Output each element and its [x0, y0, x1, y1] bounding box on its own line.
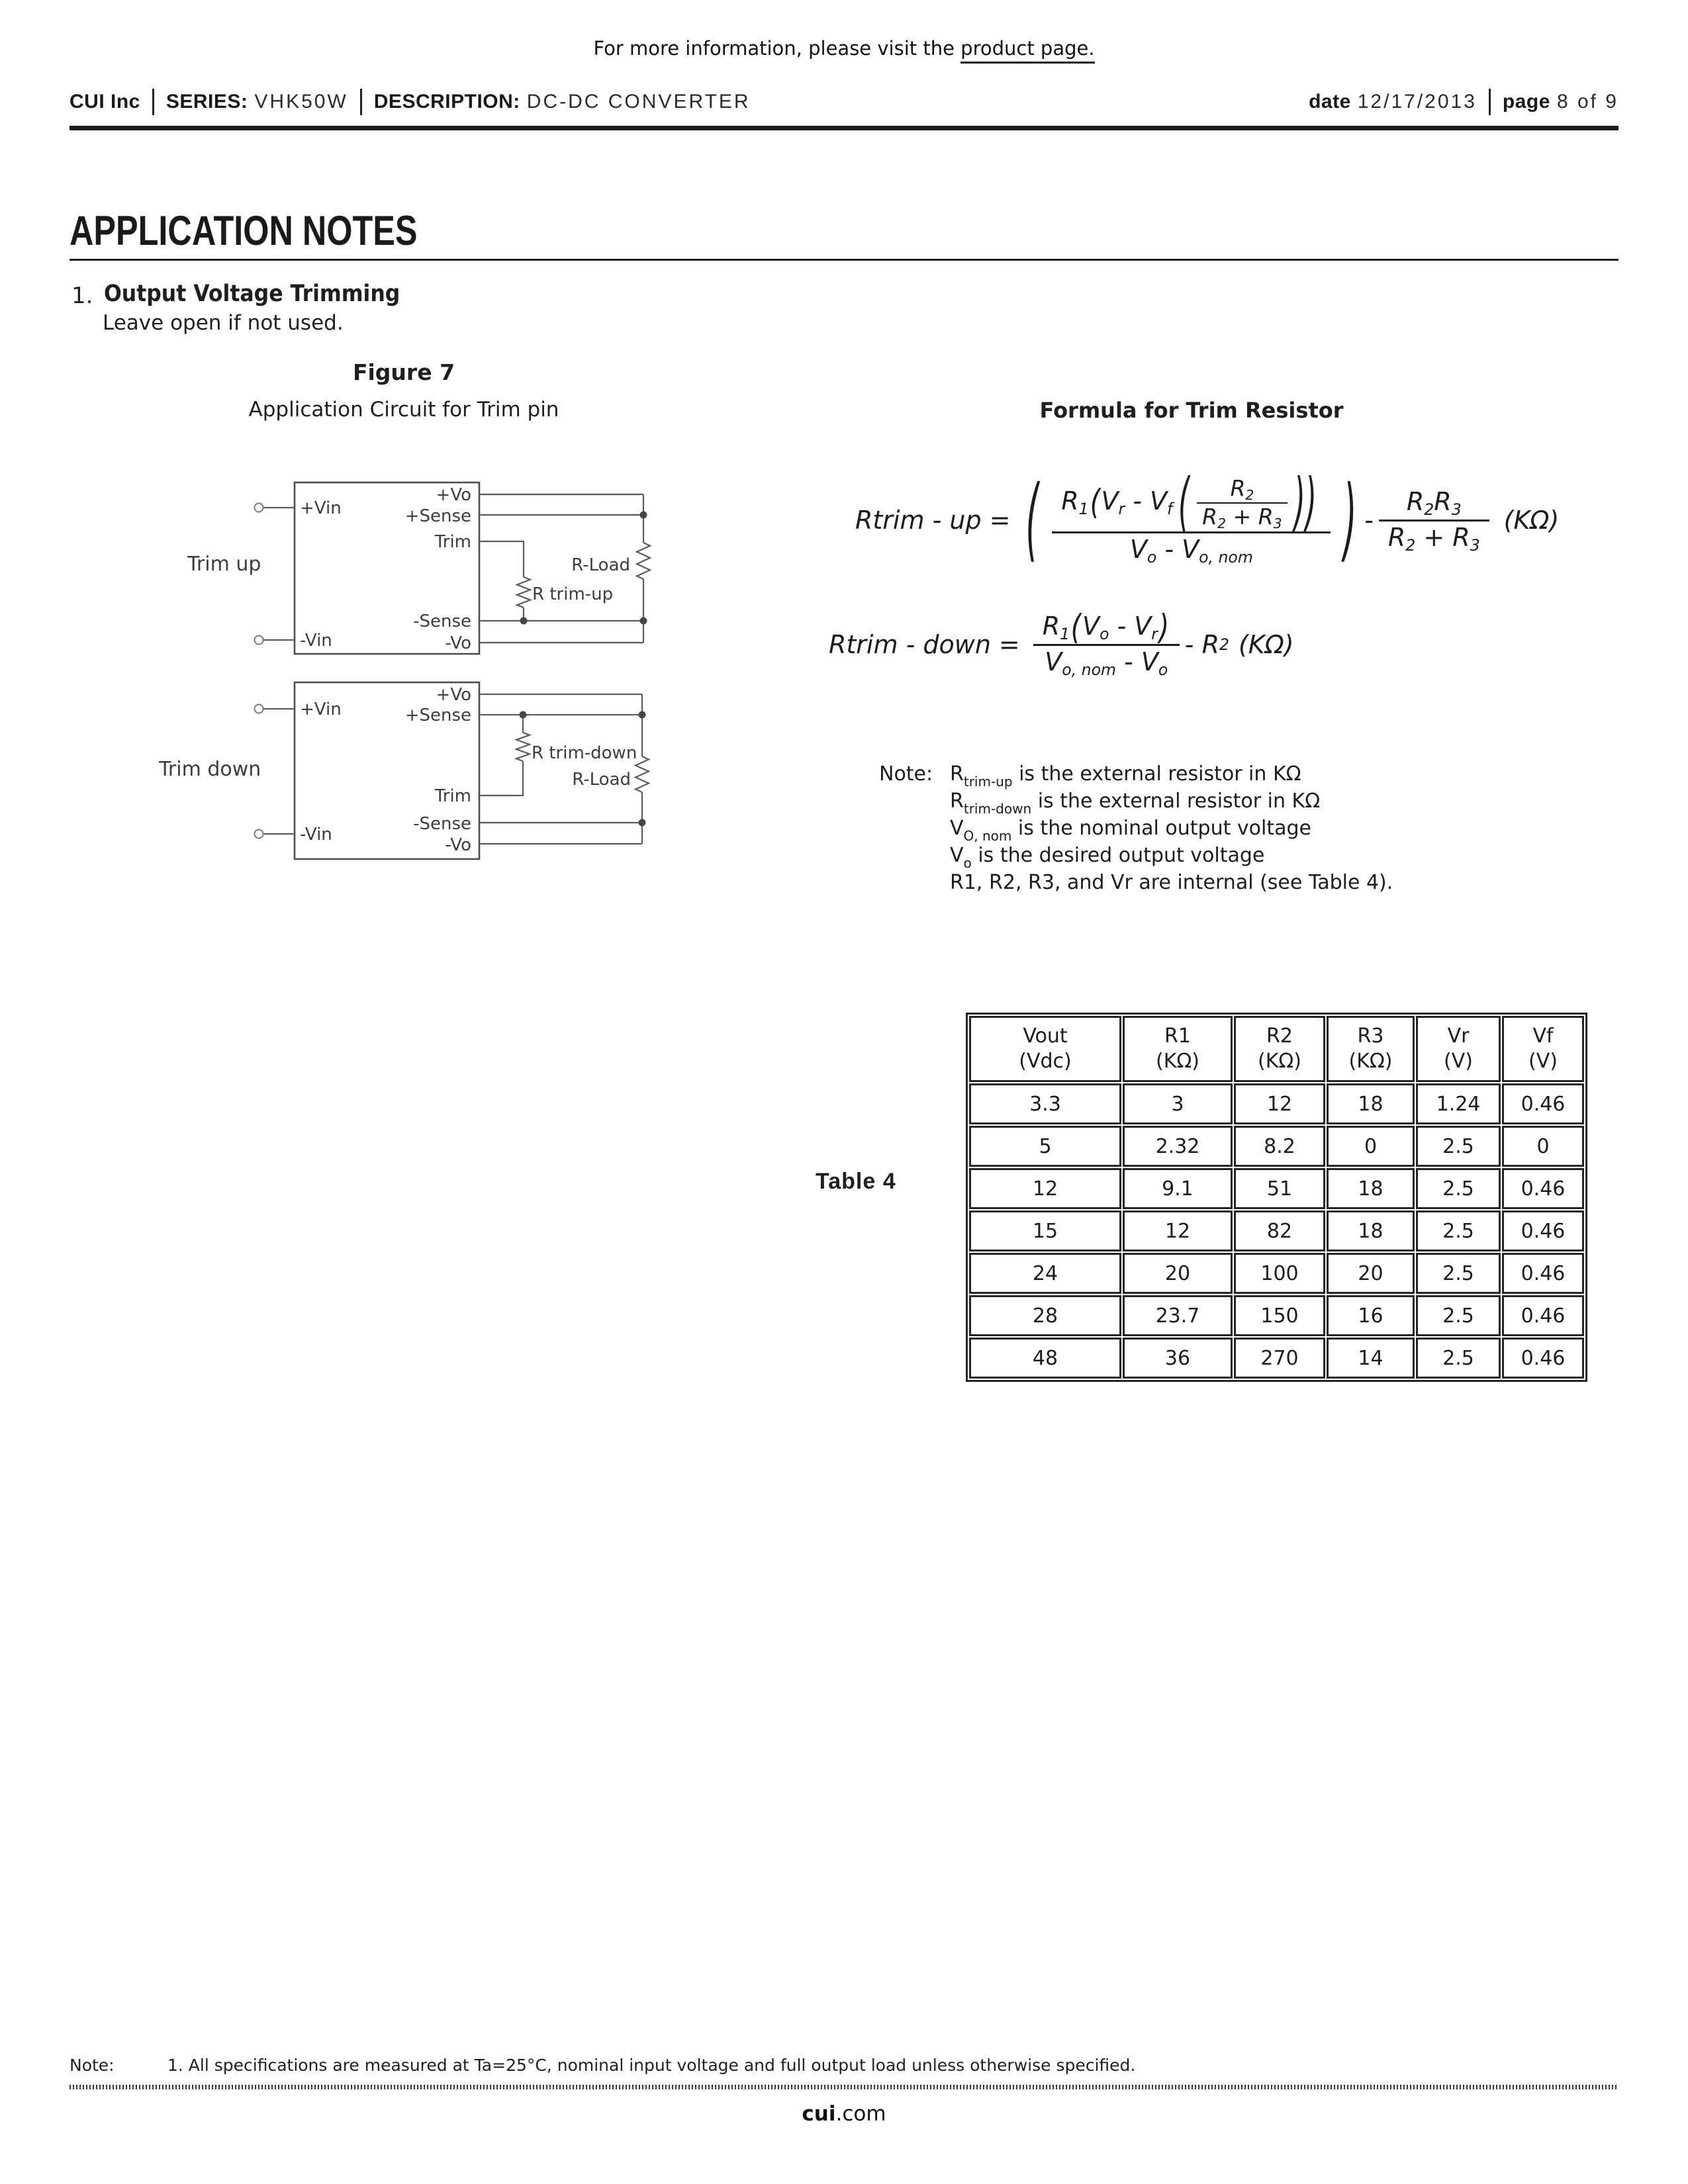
table-row	[969, 1295, 1584, 1336]
table-header-row	[969, 1016, 1584, 1082]
note-line: $V_{O, nom}$ is the nominal output voltage	[950, 817, 1311, 844]
table-cell: 2.5	[1416, 1168, 1501, 1209]
input-terminal	[255, 636, 263, 645]
page-value: 8 of 9	[1556, 91, 1618, 113]
junction-dot	[639, 819, 646, 827]
input-terminal	[255, 705, 263, 713]
table-cell: 0.46	[1502, 1295, 1584, 1336]
correction-fraction: $\frac{R_2R_3}{R_2 + R_3}$	[1379, 486, 1489, 555]
table-cell: 100	[1234, 1253, 1325, 1294]
figure-caption: Application Circuit for Trim pin	[248, 398, 559, 422]
table-cell: 14	[1327, 1338, 1415, 1379]
pin-pvo: +Vo	[436, 685, 471, 705]
table4-label: Table 4	[816, 1169, 896, 1194]
table-row	[969, 1126, 1584, 1167]
table-cell: 23.7	[1123, 1295, 1233, 1336]
header-right	[1309, 89, 1618, 115]
pin-psense: +Sense	[404, 506, 471, 526]
junction-dot	[520, 711, 527, 719]
table-cell: 0	[1502, 1126, 1584, 1167]
table-cell: 270	[1234, 1338, 1325, 1379]
pin-nsense: -Sense	[413, 814, 471, 834]
note-line: $V_o$ is the desired output voltage	[950, 844, 1265, 871]
table-cell: 9.1	[1123, 1168, 1233, 1209]
table-row	[969, 1168, 1584, 1209]
table-row	[969, 1338, 1584, 1379]
table-row	[969, 1083, 1584, 1124]
table-cell: 18	[1327, 1210, 1415, 1251]
table-cell: 82	[1234, 1210, 1325, 1251]
pin-pvin: +Vin	[300, 498, 342, 518]
top-note	[0, 37, 1688, 60]
site-name-rest: .com	[835, 2102, 886, 2126]
table-cell: 2.5	[1416, 1126, 1501, 1167]
pin-nvin: -Vin	[300, 825, 332, 844]
header-separator	[360, 89, 362, 115]
top-note-text: For more information, please visit the	[593, 37, 961, 60]
input-terminal	[255, 504, 263, 512]
description-label: DESCRIPTION:	[373, 91, 520, 113]
table-cell: 24	[969, 1253, 1121, 1294]
note-line: R1, R2, R3, and Vr are internal (see Table 4).	[950, 871, 1393, 894]
table4-header	[969, 1016, 1584, 1082]
footer-dotted-rule	[70, 2085, 1618, 2089]
note-lines	[950, 762, 1393, 898]
col-header: Vout (Vdc)	[969, 1016, 1121, 1082]
inner-fraction: $\frac{R_2}{R_2 + R_3}$	[1197, 475, 1288, 530]
series-value: VHK50W	[254, 91, 348, 113]
main-fraction: $R_1(V_r - V_f$ ( $\frac{R_2}{R_2 + R_3}$ )) $V_o - V_{o, nom}$	[1052, 474, 1331, 567]
series-label: SERIES:	[165, 91, 248, 113]
table-cell: 36	[1123, 1338, 1233, 1379]
table-cell: 8.2	[1234, 1126, 1325, 1167]
note-line: $R_{trim-down}$ is the external resistor in KΩ	[950, 790, 1321, 817]
header-rule	[70, 126, 1618, 130]
header-separator	[1489, 89, 1491, 115]
table-cell: 0.46	[1502, 1338, 1584, 1379]
trim-circuit-diagram	[146, 457, 695, 887]
main-fraction: $\frac{R_1(V_o - V_r)}{V_{o, nom} - V_o}$	[1033, 610, 1180, 680]
product-page-link[interactable]: product page.	[961, 37, 1094, 64]
r-load-label: R-Load	[572, 770, 631, 790]
table-cell: 20	[1327, 1253, 1415, 1294]
pin-nvo: -Vo	[445, 633, 471, 653]
pin-nvin: -Vin	[300, 631, 332, 651]
junction-dot	[640, 512, 647, 519]
site-name-bold: cui	[802, 2102, 836, 2126]
table-cell: 12	[1234, 1083, 1325, 1124]
table-cell: 1.24	[1416, 1083, 1501, 1124]
junction-dot	[520, 617, 528, 625]
table-cell: 15	[969, 1210, 1121, 1251]
pin-pvin: +Vin	[300, 700, 342, 719]
header-separator	[152, 89, 154, 115]
table4-body	[969, 1083, 1584, 1379]
page-label: page	[1502, 91, 1550, 113]
table-cell: 16	[1327, 1295, 1415, 1336]
table-cell: 0.46	[1502, 1168, 1584, 1209]
trim-up-circuit	[187, 482, 650, 654]
header-bar	[70, 85, 1618, 119]
table-row	[969, 1210, 1584, 1251]
input-terminal	[255, 830, 263, 839]
pin-nsense: -Sense	[413, 612, 471, 631]
table-cell: 150	[1234, 1295, 1325, 1336]
formula-lhs: Rtrim - up	[855, 505, 982, 535]
table-cell: 2.32	[1123, 1126, 1233, 1167]
table-cell: 18	[1327, 1168, 1415, 1209]
table-cell: 2.5	[1416, 1253, 1501, 1294]
note-label: Note:	[879, 762, 933, 786]
formula-trim-down: Rtrim - down = $\frac{R_1(V_o - V_r)}{V_{o, nom} - V_o}$ - R 2 (KΩ)	[829, 607, 1294, 680]
table-row	[969, 1253, 1584, 1294]
table-cell: 2.5	[1416, 1210, 1501, 1251]
footer-note-label: Note:	[70, 2056, 115, 2075]
title-rule	[70, 259, 1618, 261]
r-trim-up-label: R trim-up	[532, 584, 614, 604]
table-cell: 12	[1123, 1210, 1233, 1251]
formula-trim-up: Rtrim - up = ( $R_1(V_r - V_f$ ( $\frac{R_2}{R_2 + R_3}$ )) $V_o - V_{o, nom}$ ) - $\frac{R_2R_3}{R_2 + R_3}$ (KΩ)	[855, 465, 1560, 571]
junction-dot	[640, 617, 647, 625]
formula-title: Formula for Trim Resistor	[1039, 398, 1344, 423]
pin-pvo: +Vo	[436, 485, 471, 505]
trim-down-label: Trim down	[159, 758, 261, 781]
table-cell: 18	[1327, 1083, 1415, 1124]
brand: CUI Inc	[70, 91, 140, 113]
junction-dot	[639, 711, 646, 719]
figure-title: Figure 7	[352, 359, 455, 385]
table-cell: 2.5	[1416, 1295, 1501, 1336]
table-cell: 0.46	[1502, 1253, 1584, 1294]
header-left	[70, 89, 751, 115]
table-cell: 20	[1123, 1253, 1233, 1294]
table4	[966, 1013, 1587, 1382]
col-header: R2 (KΩ)	[1234, 1016, 1325, 1082]
table-cell: 3.3	[969, 1083, 1121, 1124]
r-trim-down-label: R trim-down	[532, 743, 637, 763]
pin-psense: +Sense	[404, 705, 471, 725]
table-cell: 2.5	[1416, 1338, 1501, 1379]
note-block	[879, 762, 1393, 898]
table-cell: 3	[1123, 1083, 1233, 1124]
footer-note-text: 1. All specifications are measured at Ta=25°C, nominal input voltage and full output load unless otherwise specified.	[167, 2056, 1136, 2075]
col-header: Vf (V)	[1502, 1016, 1584, 1082]
description-value: DC-DC CONVERTER	[526, 91, 751, 113]
formula-lhs: Rtrim - down	[829, 629, 991, 659]
note-line: $R_{trim-up}$ is the external resistor in KΩ	[950, 762, 1301, 790]
trim-up-label: Trim up	[187, 553, 261, 576]
col-header: R3 (KΩ)	[1327, 1016, 1415, 1082]
table-cell: 28	[969, 1295, 1121, 1336]
table-cell: 12	[969, 1168, 1121, 1209]
r-load-label: R-Load	[571, 555, 630, 575]
pin-trim: Trim	[434, 786, 471, 806]
table-cell: 51	[1234, 1168, 1325, 1209]
col-header: Vr (V)	[1416, 1016, 1501, 1082]
pin-nvo: -Vo	[445, 835, 471, 855]
formula-unit: (KΩ)	[1238, 629, 1294, 659]
item-number: 1.	[71, 283, 93, 309]
page-title: APPLICATION NOTES	[70, 208, 418, 254]
trim-down-circuit	[158, 682, 649, 859]
site-footer	[0, 2102, 1688, 2126]
table-cell: 0	[1327, 1126, 1415, 1167]
item-title: Output Voltage Trimming	[104, 281, 400, 307]
table-cell: 0.46	[1502, 1083, 1584, 1124]
item-subtitle: Leave open if not used.	[103, 311, 344, 335]
formula-unit: (KΩ)	[1503, 505, 1560, 535]
table-cell: 5	[969, 1126, 1121, 1167]
col-header: R1 (KΩ)	[1123, 1016, 1233, 1082]
pin-trim: Trim	[434, 532, 471, 552]
date-label: date	[1309, 91, 1351, 113]
date-value: 12/17/2013	[1357, 91, 1477, 113]
table-cell: 48	[969, 1338, 1121, 1379]
table-cell: 0.46	[1502, 1210, 1584, 1251]
